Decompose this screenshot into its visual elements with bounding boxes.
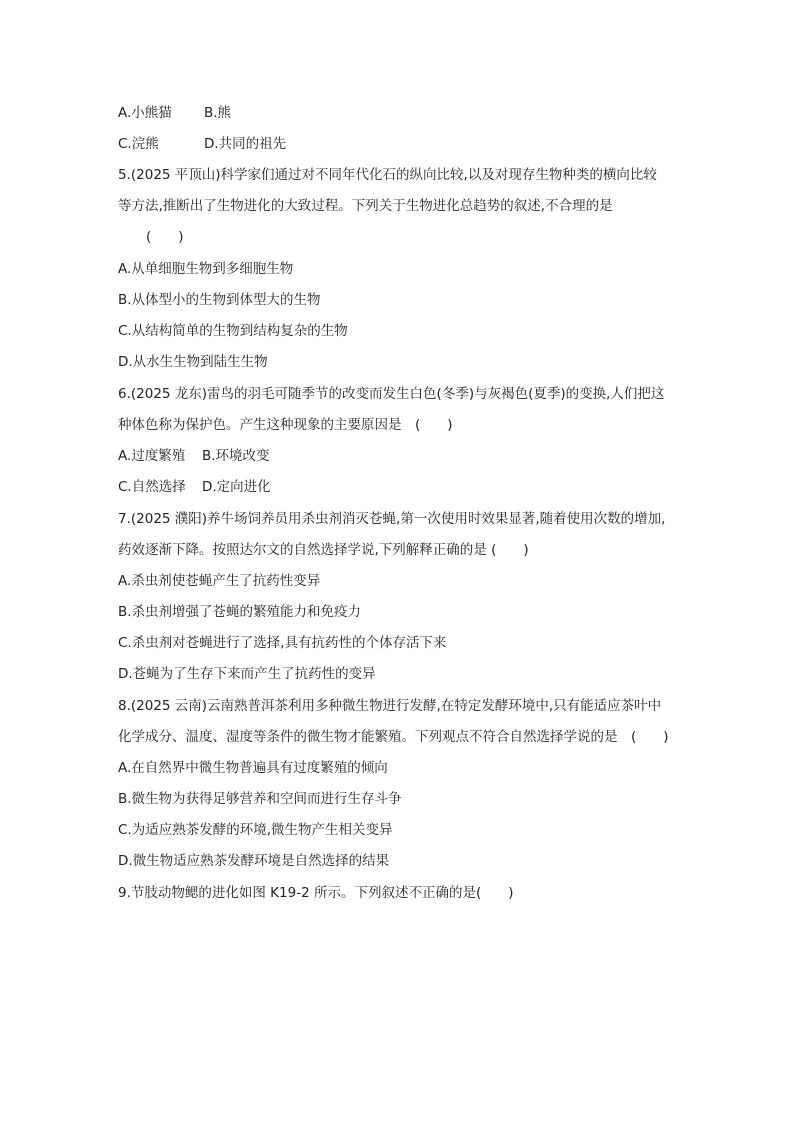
q5-option-b[interactable]: B.从体型小的生物到体型大的生物 [118,292,321,308]
q6-stem-line-1: 6.(2025 龙东)雷鸟的羽毛可随季节的改变而发生白色(冬季)与灰褐色(夏季)的变换,人们把这 [118,386,665,402]
q6-option-a[interactable]: A.过度繁殖 [118,448,186,464]
q4-option-b[interactable]: B.熊 [204,105,232,121]
q6-options-row-1 [118,447,270,465]
q7-option-c[interactable]: C.杀虫剂对苍蝇进行了选择,具有抗药性的个体存活下来 [118,635,447,651]
q6-option-d[interactable]: D.定向进化 [202,479,271,495]
q7-stem-line-2: 药效逐渐下降。按照达尔文的自然选择学说,下列解释正确的是 ( ) [118,542,529,558]
q6-option-b[interactable]: B.环境改变 [202,448,270,464]
q4-options-row-2 [118,135,286,153]
q7-option-d[interactable]: D.苍蝇为了生存下来而产生了抗药性的变异 [118,666,376,682]
q5-option-d[interactable]: D.从水生生物到陆生生物 [118,354,268,370]
q8-option-d[interactable]: D.微生物适应熟茶发酵环境是自然选择的结果 [118,853,390,869]
q8-stem-line-1: 8.(2025 云南)云南熟普洱茶利用多种微生物进行发酵,在特定发酵环境中,只有能适应茶叶中 [118,698,662,714]
q5-option-a[interactable]: A.从单细胞生物到多细胞生物 [118,261,294,277]
q5-answer-blank[interactable]: ( ) [146,229,184,245]
q7-stem-line-1: 7.(2025 濮阳)养牛场饲养员用杀虫剂消灭苍蝇,第一次使用时效果显著,随着使用次数的增加, [118,511,666,527]
q5-stem-line-2: 等方法,推断出了生物进化的大致过程。下列关于生物进化总趋势的叙述,不合理的是 [118,198,613,214]
q4-options-row-1 [118,104,231,122]
q8-option-b[interactable]: B.微生物为获得足够营养和空间而进行生存斗争 [118,791,402,807]
q7-option-a[interactable]: A.杀虫剂使苍蝇产生了抗药性变异 [118,573,321,589]
q6-stem-line-2: 种体色称为保护色。产生这种现象的主要原因是 ( ) [118,417,453,433]
q9-stem-line-1: 9.节肢动物鳃的进化如图 K19-2 所示。下列叙述不正确的是( ) [118,885,514,901]
q8-stem-line-2: 化学成分、温度、湿度等条件的微生物才能繁殖。下列观点不符合自然选择学说的是 ( ) [118,729,669,745]
q4-option-a[interactable]: A.小熊猫 [118,105,172,121]
q8-option-a[interactable]: A.在自然界中微生物普遍具有过度繁殖的倾向 [118,760,388,776]
q5-stem-line-1: 5.(2025 平顶山)科学家们通过对不同年代化石的纵向比较,以及对现存生物种类的横向比较 [118,167,657,183]
q4-option-c[interactable]: C.浣熊 [118,136,159,152]
q6-option-c[interactable]: C.自然选择 [118,479,186,495]
q5-option-c[interactable]: C.从结构简单的生物到结构复杂的生物 [118,323,348,339]
q6-options-row-2 [118,478,271,496]
q4-option-d[interactable]: D.共同的祖先 [204,136,287,152]
q8-option-c[interactable]: C.为适应熟茶发酵的环境,微生物产生相关变异 [118,822,393,838]
q7-option-b[interactable]: B.杀虫剂增强了苍蝇的繁殖能力和免疫力 [118,604,362,620]
